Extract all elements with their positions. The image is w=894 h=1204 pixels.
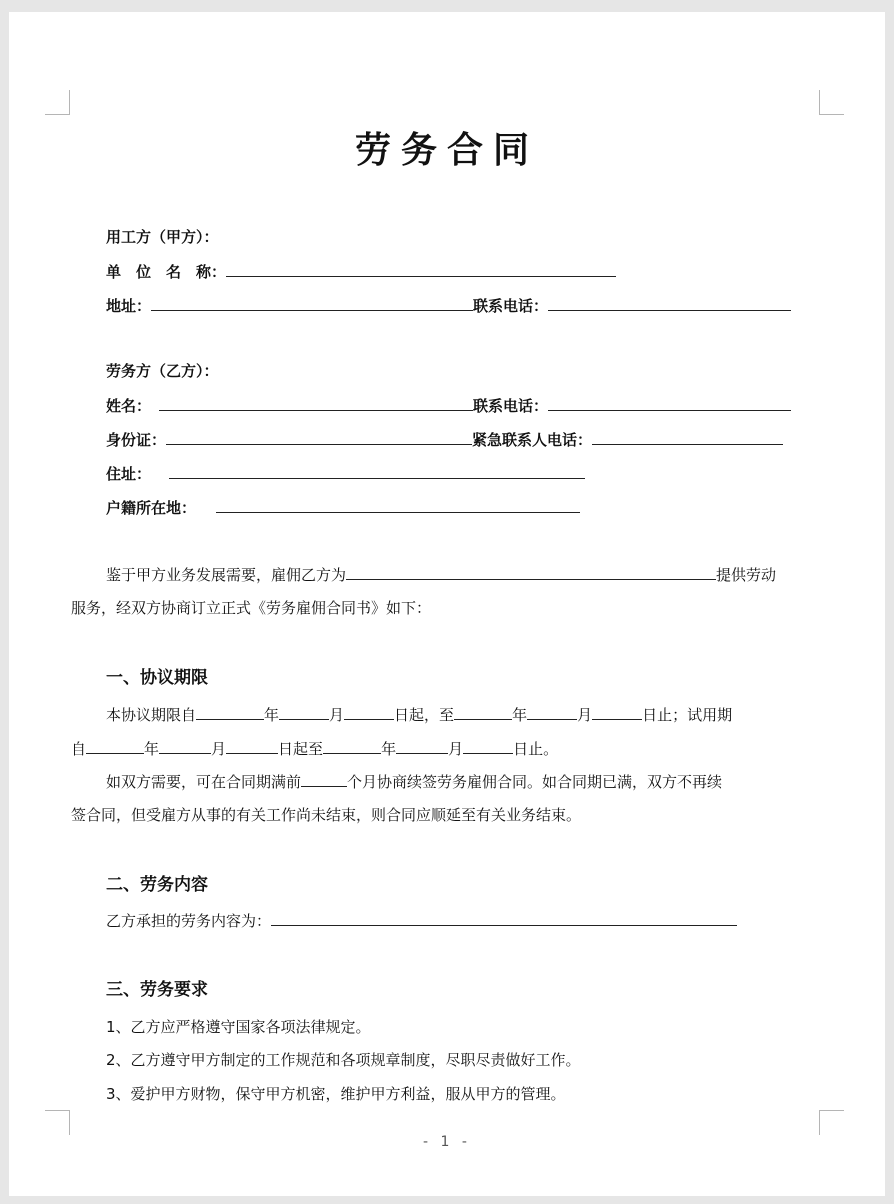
intro-text-2: 提供劳动	[716, 566, 777, 584]
service-content-field[interactable]	[271, 909, 737, 926]
party-a-phone-field[interactable]	[548, 294, 791, 311]
term-end-year-field[interactable]	[454, 703, 512, 720]
term-end-month-field[interactable]	[527, 703, 577, 720]
party-b-phone-label: 联系电话：	[473, 397, 549, 415]
party-a-name-field[interactable]	[226, 260, 616, 277]
year-label: 年	[381, 740, 397, 758]
probation-end-month-field[interactable]	[396, 737, 448, 754]
section-1-heading: 一、协议期限	[106, 668, 208, 688]
party-b-hukou-field[interactable]	[216, 496, 580, 513]
party-a-phone-label: 联系电话：	[473, 297, 549, 315]
party-b-residence-label: 住址：	[106, 465, 152, 483]
party-b-name-field[interactable]	[159, 394, 473, 411]
probation-start-year-field[interactable]	[86, 737, 144, 754]
margin-corner-bottom-left	[45, 1110, 70, 1135]
day-from2-label: 日起至	[278, 740, 324, 758]
term-start-year-field[interactable]	[196, 703, 264, 720]
probation-end-day-field[interactable]	[463, 737, 513, 754]
day-from-label: 日起，至	[394, 706, 455, 724]
intro-text-1: 鉴于甲方业务发展需要，雇佣乙方为	[106, 566, 347, 584]
probation-start-month-field[interactable]	[159, 737, 211, 754]
party-b-hukou-label: 户籍所在地：	[106, 499, 197, 517]
party-b-name-row	[106, 394, 791, 416]
month-label: 月	[577, 706, 593, 724]
month-label: 月	[448, 740, 464, 758]
section-2-heading: 二、劳务内容	[106, 875, 208, 895]
day-until-label: 日止；试用期	[642, 706, 733, 724]
term-start-month-field[interactable]	[279, 703, 329, 720]
requirement-item: 2、乙方遵守甲方制定的工作规范和各项规章制度，尽职尽责做好工作。	[106, 1051, 581, 1069]
renewal-months-field[interactable]	[301, 770, 347, 787]
intro-role-field[interactable]	[346, 563, 716, 580]
party-b-phone-field[interactable]	[548, 394, 791, 411]
party-a-address-row	[106, 294, 791, 316]
party-b-hukou-row	[106, 496, 580, 518]
term-text-start: 本协议期限自	[106, 706, 197, 724]
requirement-item: 1、乙方应严格遵守国家各项法律规定。	[106, 1018, 371, 1036]
party-b-emergency-label: 紧急联系人电话：	[472, 431, 593, 449]
party-a-address-field[interactable]	[151, 294, 473, 311]
party-b-id-row	[106, 428, 783, 450]
service-content-line	[106, 909, 737, 932]
renewal-text-start: 如双方需要，可在合同期满前	[106, 773, 302, 791]
probation-from-label: 自	[71, 740, 87, 758]
month-label: 月	[211, 740, 227, 758]
year-label: 年	[512, 706, 528, 724]
year-label: 年	[144, 740, 160, 758]
requirement-item: 3、爱护甲方财物，保守甲方机密，维护甲方利益，服从甲方的管理。	[106, 1085, 566, 1103]
term-end-day-field[interactable]	[592, 703, 642, 720]
intro-line-1	[106, 563, 776, 586]
party-a-header: 用工方（甲方）：	[106, 228, 219, 246]
day-end-label: 日止。	[513, 740, 559, 758]
section-3-heading: 三、劳务要求	[106, 980, 208, 1000]
party-b-emergency-field[interactable]	[592, 428, 783, 445]
probation-end-year-field[interactable]	[323, 737, 381, 754]
document-page	[9, 12, 885, 1196]
party-b-id-label: 身份证：	[106, 431, 167, 449]
page-number: - 1 -	[423, 1134, 471, 1150]
month-label: 月	[329, 706, 345, 724]
intro-line-2: 服务，经双方协商订立正式《劳务雇佣合同书》如下：	[71, 599, 432, 617]
margin-corner-top-right	[819, 90, 844, 115]
party-b-name-label: 姓名：	[106, 397, 152, 415]
term-line-1	[106, 703, 732, 726]
party-a-address-label: 地址：	[106, 297, 152, 315]
margin-corner-top-left	[45, 90, 70, 115]
document-title: 劳务合同	[354, 129, 539, 171]
renewal-line-2: 签合同，但受雇方从事的有关工作尚未结束，则合同应顺延至有关业务结束。	[71, 806, 582, 824]
party-b-id-field[interactable]	[166, 428, 472, 445]
renewal-text-end: 个月协商续签劳务雇佣合同。如合同期已满，双方不再续	[347, 773, 723, 791]
probation-start-day-field[interactable]	[226, 737, 278, 754]
party-a-name-label: 单 位 名 称：	[106, 263, 227, 281]
term-start-day-field[interactable]	[344, 703, 394, 720]
party-b-residence-row	[106, 462, 585, 484]
service-content-label: 乙方承担的劳务内容为：	[106, 912, 272, 930]
party-a-name-row	[106, 260, 616, 282]
party-b-header: 劳务方（乙方）：	[106, 362, 219, 380]
year-label: 年	[264, 706, 280, 724]
renewal-line-1	[106, 770, 722, 793]
margin-corner-bottom-right	[819, 1110, 844, 1135]
party-b-residence-field[interactable]	[169, 462, 585, 479]
term-line-2	[71, 737, 558, 760]
